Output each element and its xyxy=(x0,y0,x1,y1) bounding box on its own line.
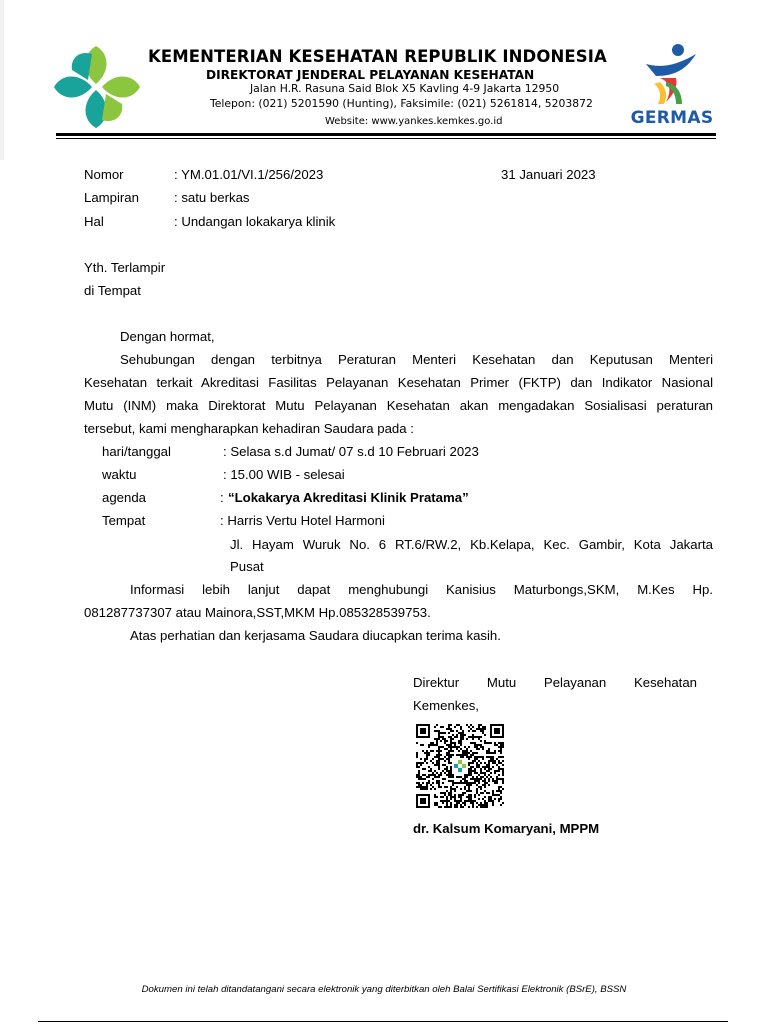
page-edge xyxy=(0,0,4,160)
contact-line: Informasi lebih lanjut dapat menghubungi Kanisius Maturbongs,SKM, M.Kes Hp. xyxy=(130,582,713,597)
venue-address-line: Pusat xyxy=(230,559,264,574)
hal-label: Hal xyxy=(84,214,104,229)
detail-value-date: : Selasa s.d Jumat/ 07 s.d 10 Februari 2023 xyxy=(223,444,479,459)
recipient-place: di Tempat xyxy=(84,283,141,298)
detail-agenda-colon: : xyxy=(220,490,224,505)
detail-value-agenda: “Lokakarya Akreditasi Klinik Pratama” xyxy=(228,490,469,505)
paragraph-line: Sehubungan dengan terbitnya Peraturan Menteri Kesehatan dan Keputusan Menteri xyxy=(120,352,713,367)
letterhead-rule-thin xyxy=(56,138,716,139)
directorate-name: DIREKTORAT JENDERAL PELAYANAN KESEHATAN xyxy=(206,68,535,82)
kemenkes-logo-icon xyxy=(52,44,142,130)
letterhead-rule xyxy=(56,133,716,136)
paragraph-line: Kesehatan terkait Akreditasi Fasilitas Pelayanan Kesehatan Primer (FKTP) dan Indikator Nasional xyxy=(84,375,713,390)
paragraph-line: Mutu (INM) maka Direktorat Mutu Pelayanan Kesehatan akan mengadakan Sosialisasi peraturan xyxy=(84,398,713,413)
footer-rule xyxy=(38,1021,728,1022)
detail-label-date: hari/tanggal xyxy=(102,444,171,459)
e-signature-note: Dokumen ini telah ditandatangani secara elektronik yang diterbitkan oleh Balai Sertifikasi Elektronik (BSrE), BSSN xyxy=(141,984,627,995)
greeting: Dengan hormat, xyxy=(120,329,215,344)
detail-label-venue: Tempat xyxy=(102,513,146,528)
contact-line: 081287737307 atau Mainora,SST,MKM Hp.085328539753. xyxy=(84,605,431,620)
recipient-line: Yth. Terlampir xyxy=(84,260,166,275)
signatory-name: dr. Kalsum Komaryani, MPPM xyxy=(413,821,600,836)
detail-label-agenda: agenda xyxy=(102,490,147,505)
letterhead-address: Jalan H.R. Rasuna Said Blok X5 Kavling 4-9 Jakarta 12950 xyxy=(250,82,560,95)
qr-code-icon xyxy=(416,724,504,808)
letter-date: 31 Januari 2023 xyxy=(501,167,596,182)
paragraph-line: tersebut, kami mengharapkan kehadiran Saudara pada : xyxy=(84,421,414,436)
closing-line: Atas perhatian dan kerjasama Saudara diucapkan terima kasih. xyxy=(130,628,501,643)
venue-address-line: Jl. Hayam Wuruk No. 6 RT.6/RW.2, Kb.Kelapa, Kec. Gambir, Kota Jakarta xyxy=(230,537,713,552)
letterhead-website: Website: www.yankes.kemkes.go.id xyxy=(325,116,503,127)
nomor-value: : YM.01.01/VI.1/256/2023 xyxy=(174,167,324,182)
detail-value-time: : 15.00 WIB - selesai xyxy=(223,467,345,482)
germas-logo-text: GERMAS xyxy=(630,108,714,128)
lampiran-label: Lampiran xyxy=(84,190,139,205)
ministry-name: KEMENTERIAN KESEHATAN REPUBLIK INDONESIA xyxy=(148,47,607,66)
letterhead-phone: Telepon: (021) 5201590 (Hunting), Faksimile: (021) 5261814, 5203872 xyxy=(210,97,593,110)
signatory-title: Direktur Mutu Pelayanan Kesehatan xyxy=(413,675,697,690)
hal-value: : Undangan lokakarya klinik xyxy=(174,214,336,229)
germas-logo xyxy=(626,42,722,134)
nomor-label: Nomor xyxy=(84,167,124,182)
detail-value-venue: : Harris Vertu Hotel Harmoni xyxy=(220,513,385,528)
germas-figure-icon xyxy=(626,42,718,108)
lampiran-value: : satu berkas xyxy=(174,190,250,205)
signatory-title-org: Kemenkes, xyxy=(413,698,479,713)
detail-label-time: waktu xyxy=(102,467,137,482)
